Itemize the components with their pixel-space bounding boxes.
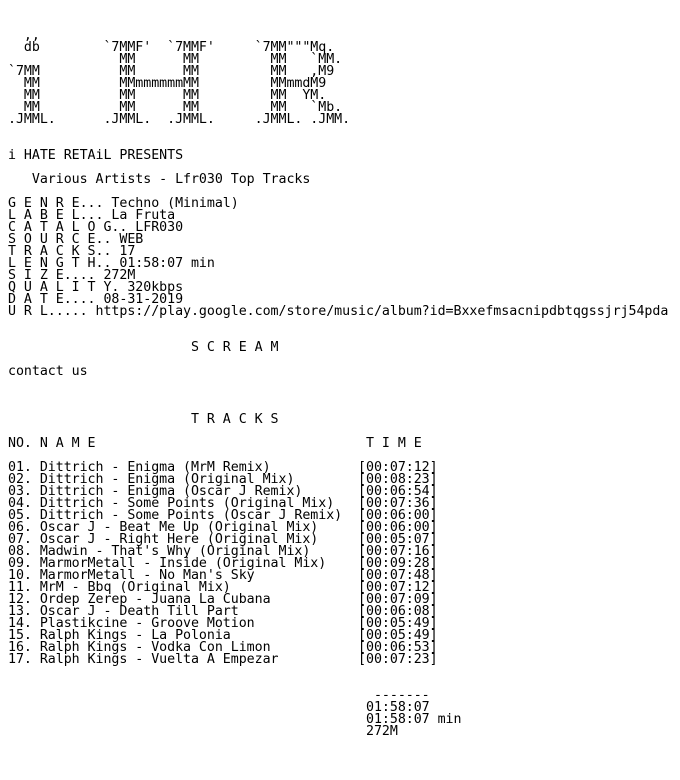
nfo-line: 01:58:07 — [8, 700, 430, 715]
nfo-line: 05. Dittrich - Some Points (Oscar J Remix) [00:06:00] — [8, 508, 438, 523]
nfo-line: `7MM MM MM MM ,M9 — [8, 64, 335, 79]
nfo-line: D A T E.... 08-31-2019 — [8, 292, 184, 307]
nfo-line: MM MM MM MM `Mb. — [8, 100, 343, 115]
nfo-line — [8, 378, 668, 390]
nfo-line: 17. Ralph Kings - Vuelta A Empezar [00:07:23] — [8, 652, 438, 667]
nfo-line: 15. Ralph Kings - La Polonia [00:05:49] — [8, 628, 438, 643]
nfo-line — [8, 390, 668, 402]
nfo-line: 01. Dittrich - Enigma (MrM Remix) [00:07:12] — [8, 460, 438, 475]
nfo-line: 13. Oscar J - Death Till Part [00:06:08] — [8, 604, 438, 619]
nfo-line: .JMML. .JMML. .JMML. .JMML. .JMM. — [8, 112, 351, 127]
nfo-line: Various Artists - Lfr030 Top Tracks — [8, 172, 311, 187]
nfo-line: G E N R E... Techno (Minimal) — [8, 196, 239, 211]
nfo-line: 14. Plastikcine - Groove Motion [00:05:49] — [8, 616, 438, 631]
nfo-line: T R A C K S — [8, 412, 279, 427]
nfo-line: U R L..... https://play.google.com/store/music/album?id=Bxxefmsacnipdbtqgssjrj54pda — [8, 304, 669, 319]
nfo-line: T R A C K S.. 17 — [8, 244, 136, 259]
nfo-line: MM MMmmmmmmMM MMmmdM9 — [8, 76, 327, 91]
nfo-line: db `7MMF' `7MMF' `7MM"""Mq. — [8, 40, 335, 55]
nfo-line: S I Z E.... 272M — [8, 268, 136, 283]
nfo-line: S O U R C E.. WEB — [8, 232, 144, 247]
nfo-line: ------- — [8, 688, 430, 703]
nfo-line: 09. MarmorMetall - Inside (Original Mix) [00:09:28] — [8, 556, 438, 571]
nfo-line: 16. Ralph Kings - Vodka Con Limon [00:06:53] — [8, 640, 438, 655]
nfo-line: 10. MarmorMetall - No Man's Sky [00:07:48] — [8, 568, 438, 583]
nfo-text-block — [8, 30, 668, 738]
nfo-line: MM MM MM MM YM. — [8, 88, 327, 103]
nfo-line: 12. Ordep Zerep - Juana La Cubana [00:07:09] — [8, 592, 438, 607]
nfo-line — [8, 354, 668, 366]
nfo-line: C A T A L O G.. LFR030 — [8, 220, 184, 235]
nfo-line: 07. Oscar J - Right Here (Original Mix) [00:05:07] — [8, 532, 438, 547]
nfo-line: L E N G T H.. 01:58:07 min — [8, 256, 215, 271]
nfo-line: NO. N A M E T I M E — [8, 436, 422, 451]
nfo-line: MM MM MM `MM. — [8, 52, 343, 67]
nfo-line: 08. Madwin - That's Why (Original Mix) [00:07:16] — [8, 544, 438, 559]
nfo-line: i HATE RETAiL PRESENTS — [8, 148, 184, 163]
nfo-line: 01:58:07 min — [8, 712, 462, 727]
nfo-line: 02. Dittrich - Enigma (Original Mix) [00:08:23] — [8, 472, 438, 487]
nfo-line: Q U A L I T Y. 320kbps — [8, 280, 184, 295]
nfo-line: 11. MrM - Bbq (Original Mix) [00:07:12] — [8, 580, 438, 595]
nfo-line: L A B E L... La Fruta — [8, 208, 176, 223]
nfo-line — [8, 126, 668, 138]
nfo-line: 03. Dittrich - Enigma (Oscar J Remix) [00:06:54] — [8, 484, 438, 499]
nfo-line: S C R E A M — [8, 340, 279, 355]
nfo-line: contact us — [8, 364, 88, 379]
nfo-line: 04. Dittrich - Some Points (Original Mix) [00:07:36] — [8, 496, 438, 511]
nfo-line: ,, — [8, 28, 40, 43]
nfo-line — [8, 318, 668, 330]
nfo-line: 272M — [8, 724, 398, 739]
nfo-line — [8, 666, 668, 678]
nfo-line: 06. Oscar J - Beat Me Up (Original Mix) [00:06:00] — [8, 520, 438, 535]
